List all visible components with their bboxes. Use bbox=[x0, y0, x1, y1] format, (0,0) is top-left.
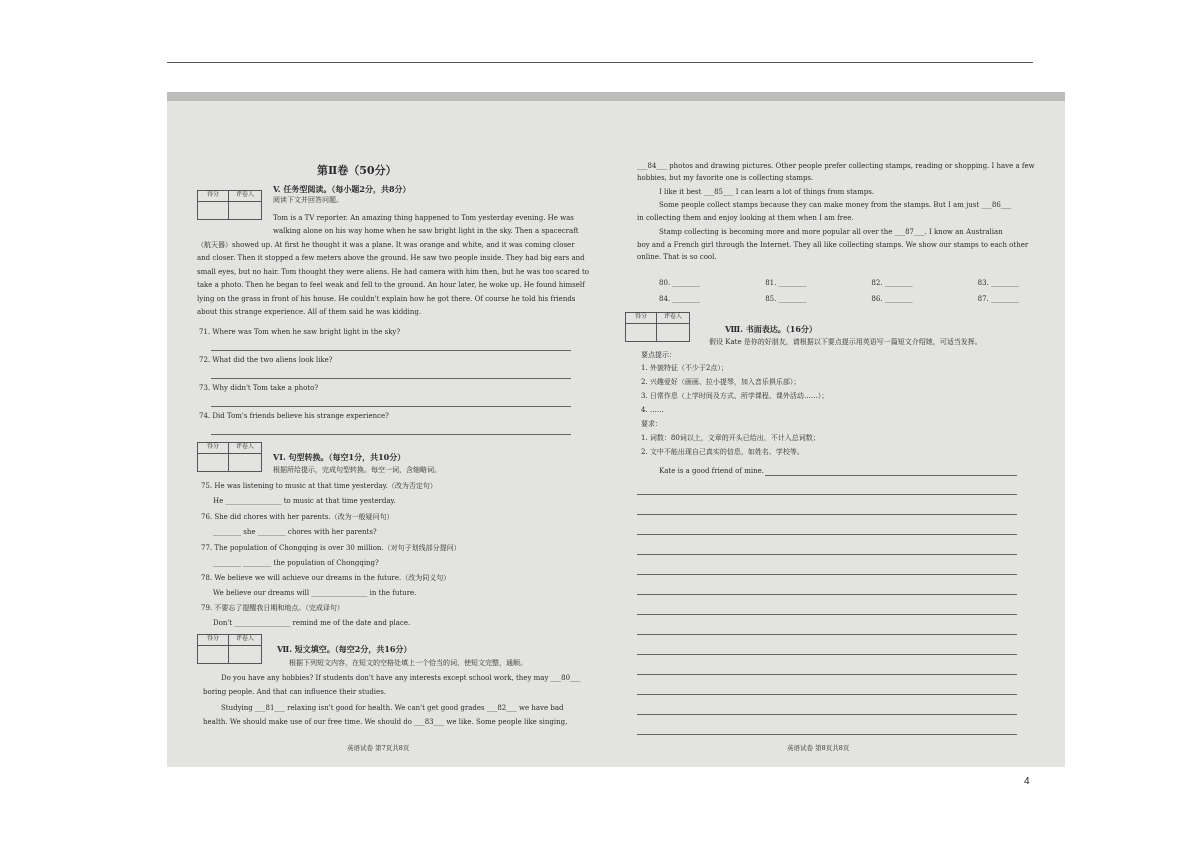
section-6-instruction: 根据所给提示，完成句型转换。每空一词，含缩略词。 bbox=[273, 466, 441, 474]
point-4: 4. …… bbox=[641, 406, 664, 414]
essay-opening: Kate is a good friend of mine. bbox=[659, 467, 764, 475]
section-7-title: Ⅶ. 短文填空。（每空2分，共16分） bbox=[277, 644, 412, 654]
essay-line[interactable] bbox=[637, 674, 1017, 675]
blank-82[interactable]: 82. ________ bbox=[871, 279, 913, 287]
requirements-title: 要求： bbox=[641, 420, 662, 428]
blank-84[interactable]: 84. ________ bbox=[659, 295, 701, 303]
blank-81[interactable]: 81. ________ bbox=[765, 279, 807, 287]
cloze-line: Do you have any hobbies? If students don't have any interests except school work, they may ___80___ bbox=[221, 674, 581, 682]
essay-line[interactable] bbox=[637, 614, 1017, 615]
answer-line-74[interactable] bbox=[211, 434, 571, 435]
blank-86[interactable]: 86. ________ bbox=[871, 295, 913, 303]
reading-passage: Tom is a TV reporter. An amazing thing happened to Tom yesterday evening. He was walking alone on his way home when he saw bright light in the sky. Then a spacecraft （航天器）showed up. At first he thought it was a plane. It was orange and white, and it was coming closer and closer. Then it stopped a few meters above the ground. He saw two people inside. They had big ears and small eyes, but no hair. Tom thought they were aliens. He had camera with him then, but he was too scared to take a photo. Then he began to feel weak and fell to the ground. An hour later, he woke up. He found himself lying on the grass in front of his house. He couldn't explain how he got there. Of course he told his friends about this strange experience. All of them said he was kidding. bbox=[197, 214, 589, 317]
score-box: 得分 评卷人 bbox=[197, 634, 262, 664]
question-78: 78. We believe we will achieve our dreams in the future.（改为同义句） bbox=[201, 574, 451, 582]
essay-line[interactable] bbox=[637, 654, 1017, 655]
question-75: 75. He was listening to music at that time yesterday.（改为否定句） bbox=[201, 482, 437, 490]
essay-line[interactable] bbox=[765, 475, 1017, 476]
answer-blanks-row-2 bbox=[659, 295, 1019, 304]
question-73: 73. Why didn't Tom take a photo? bbox=[199, 384, 319, 392]
answer-line-72[interactable] bbox=[211, 378, 571, 379]
essay-line[interactable] bbox=[637, 574, 1017, 575]
right-footer: 英语试卷 第8页共8页 bbox=[787, 744, 850, 752]
question-77: 77. The population of Chongqing is over 30 million.（对句子划线部分提问） bbox=[201, 544, 461, 552]
left-footer: 英语试卷 第7页共8页 bbox=[347, 744, 410, 752]
point-2: 2. 兴趣爱好（画画、拉小提琴，加入音乐俱乐部）； bbox=[641, 378, 801, 386]
essay-line[interactable] bbox=[637, 554, 1017, 555]
points-title: 要点提示： bbox=[641, 351, 676, 359]
question-76: 76. She did chores with her parents.（改为一般疑问句） bbox=[201, 513, 394, 521]
answer-76[interactable]: ________ she ________ chores with her parents? bbox=[213, 528, 377, 536]
requirement-2: 2. 文中不能出现自己真实的信息，如姓名、学校等。 bbox=[641, 448, 804, 456]
essay-line[interactable] bbox=[637, 594, 1017, 595]
requirement-1: 1. 词数：80词以上，文章的开头已给出，不计入总词数； bbox=[641, 434, 820, 442]
scanned-exam-sheet bbox=[167, 92, 1065, 767]
essay-line[interactable] bbox=[637, 514, 1017, 515]
cloze-continued: ___84___ photos and drawing pictures. Other people prefer collecting stamps, reading or shopping. I have a few hobbies, but my favorite one is collecting stamps. I like it best ___85___ I can learn a lot of things from stamps. Some people collect stamps because they can make money from the stamps. But I am just ___86___ in collecting them and enjoy looking at them when I am free. Stamp collecting is becoming more and more popular all over the ___87___. I know an Australian boy and a French girl through the Internet. They all like collecting stamps. We show our stamps to each other online. That is so cool. bbox=[637, 162, 1035, 262]
section-6-title: VI. 句型转换。（每空1分，共10分） bbox=[273, 452, 406, 462]
section-5-title: V. 任务型阅读。（每小题2分，共8分） bbox=[273, 184, 411, 194]
part-title: 第Ⅱ卷（50分） bbox=[317, 164, 397, 177]
essay-line[interactable] bbox=[637, 634, 1017, 635]
score-box: 得分 评卷人 bbox=[625, 312, 690, 342]
blank-80[interactable]: 80. ________ bbox=[659, 279, 701, 287]
score-box: 得分 评卷人 bbox=[197, 190, 262, 220]
score-box: 得分 评卷人 bbox=[197, 442, 262, 472]
blank-87[interactable]: 87. ________ bbox=[977, 295, 1019, 303]
section-8-title: Ⅷ. 书面表达。（16分） bbox=[725, 324, 817, 334]
question-72: 72. What did the two aliens look like? bbox=[199, 356, 333, 364]
answer-78[interactable]: We believe our dreams will ________________ in the future. bbox=[213, 589, 417, 597]
blank-85[interactable]: 85. ________ bbox=[765, 295, 807, 303]
point-3: 3. 日常作息（上学时间及方式、所学课程、课外活动……）； bbox=[641, 392, 829, 400]
point-1: 1. 外貌特征（不少于2点）； bbox=[641, 364, 728, 372]
essay-line[interactable] bbox=[637, 714, 1017, 715]
blank-83[interactable]: 83. ________ bbox=[977, 279, 1019, 287]
answer-75[interactable]: He ________________ to music at that time yesterday. bbox=[213, 497, 396, 505]
answer-77[interactable]: ________ ________ the population of Chongqing? bbox=[213, 559, 379, 567]
essay-line[interactable] bbox=[637, 534, 1017, 535]
essay-line[interactable] bbox=[637, 694, 1017, 695]
question-74: 74. Did Tom's friends believe his strange experience? bbox=[199, 412, 389, 420]
answer-line-71[interactable] bbox=[211, 350, 571, 351]
cloze-line: boring people. And that can influence their studies. bbox=[203, 688, 387, 696]
page-number: 4 bbox=[1024, 776, 1030, 787]
cloze-line: health. We should make use of our free time. We should do ___83___ we like. Some people like singing, bbox=[203, 718, 568, 726]
essay-line[interactable] bbox=[637, 494, 1017, 495]
header-rule bbox=[167, 62, 1033, 63]
answer-blanks-row-1 bbox=[659, 279, 1019, 288]
section-7-instruction: 根据下列短文内容，在短文的空格处填上一个恰当的词，使短文完整，通顺。 bbox=[289, 659, 527, 667]
question-79: 79. 不要忘了提醒我日期和地点。（完成译句） bbox=[201, 604, 344, 612]
answer-line-73[interactable] bbox=[211, 406, 571, 407]
essay-line[interactable] bbox=[637, 734, 1017, 735]
section-5-instruction: 阅读下文并回答问题。 bbox=[273, 196, 343, 204]
question-71: 71. Where was Tom when he saw bright light in the sky? bbox=[199, 328, 401, 336]
answer-79[interactable]: Don't ________________ remind me of the date and place. bbox=[213, 619, 411, 627]
cloze-line: Studying ___81___ relaxing isn't good for health. We can't get good grades ___82___ we have bad bbox=[221, 704, 564, 712]
writing-prompt: 假设 Kate 是你的好朋友，请根据以下要点提示用英语写一篇短文介绍她，可适当发挥。 bbox=[709, 338, 982, 346]
